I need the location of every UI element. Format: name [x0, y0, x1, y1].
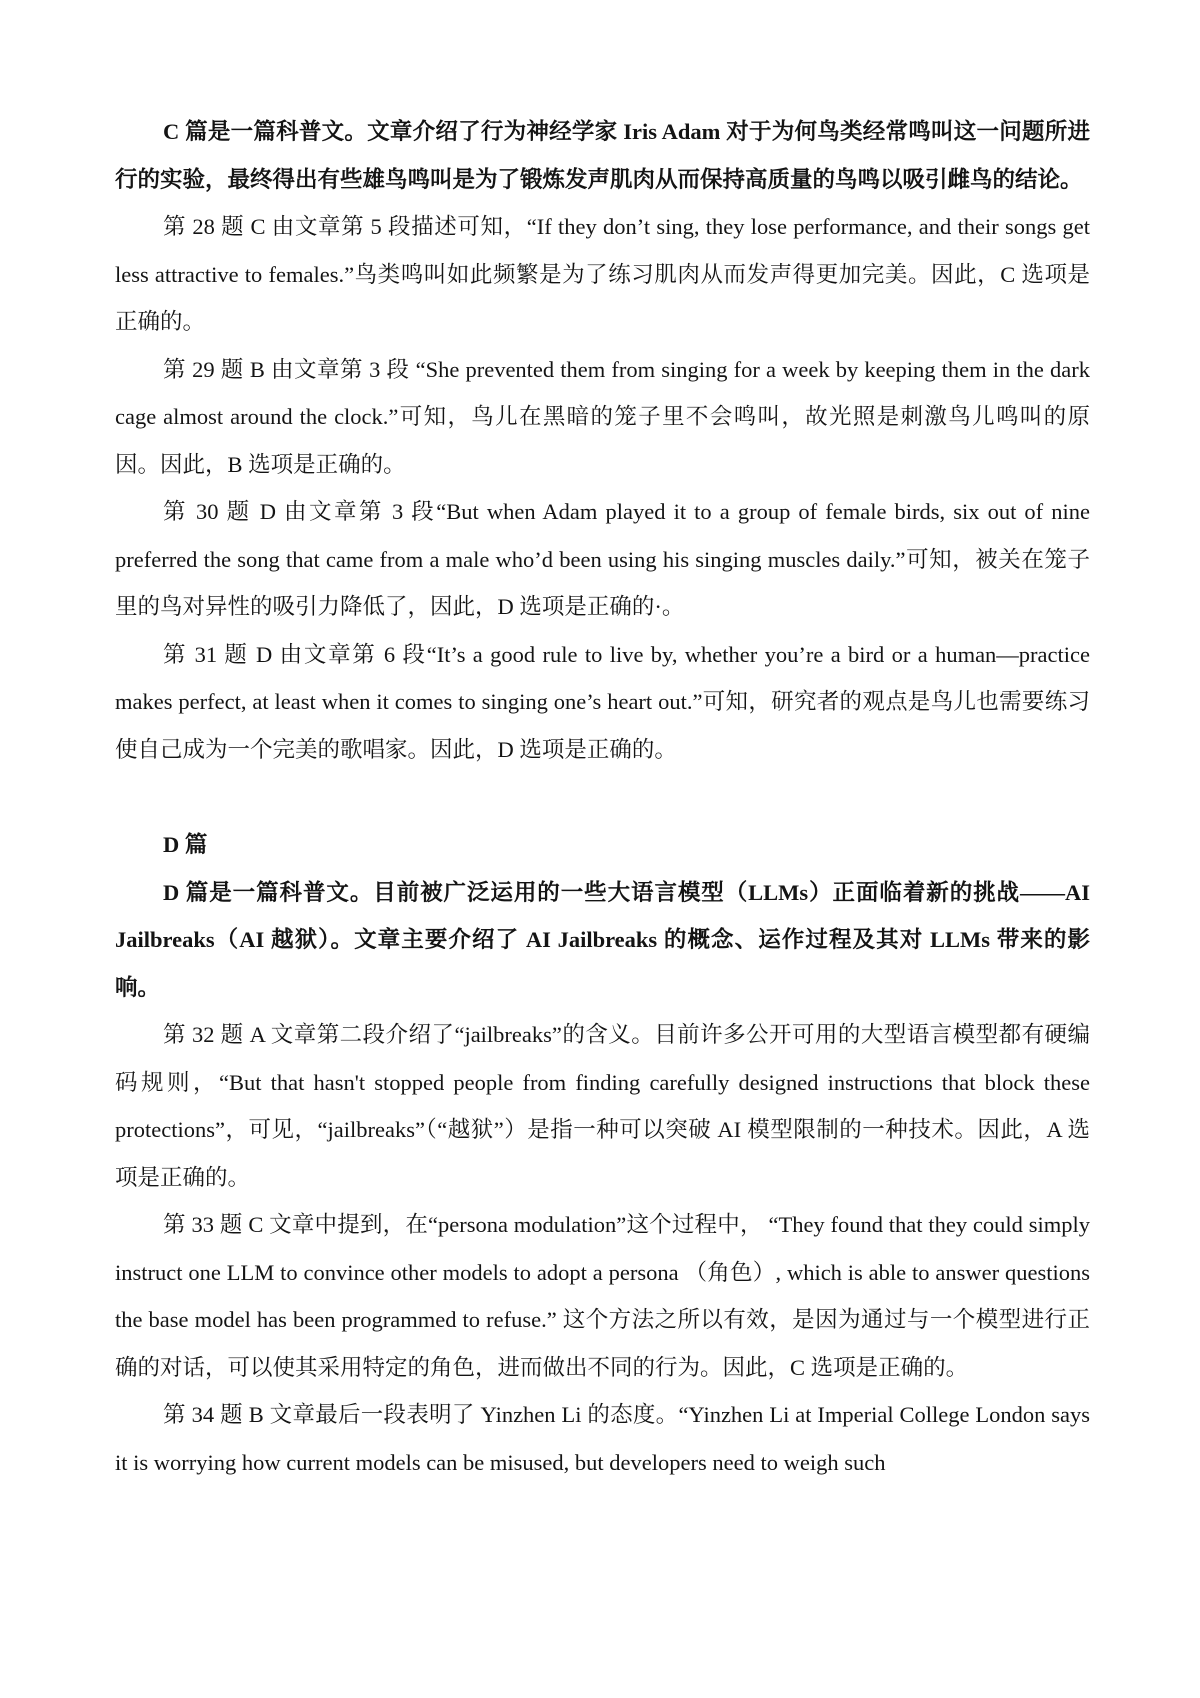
question-32-explanation: 第 32 题 A 文章第二段介绍了“jailbreaks”的含义。目前许多公开可用的大型语言模型都有硬编码规则，“But that hasn't stopped people from finding carefully designed instructions that block these protections”，可见，“jailbreaks”（“越狱”）是指一种可以突破 AI 模型限制的一种技术。因此，A 选项是正确的。: [115, 1022, 1090, 1190]
question-34-explanation: 第 34 题 B 文章最后一段表明了 Yinzhen Li 的态度。“Yinzhen Li at Imperial College London says it is worrying how current models can be misused, but developers need to weigh such: [115, 1402, 1090, 1475]
section-c-summary: C 篇是一篇科普文。文章介绍了行为神经学家 Iris Adam 对于为何鸟类经常鸣叫这一问题所进行的实验，最终得出有些雄鸟鸣叫是为了锻炼发声肌肉从而保持高质量的鸟鸣以吸引雌鸟的结论。: [115, 119, 1090, 192]
question-33-explanation: 第 33 题 C 文章中提到，在“persona modulation”这个过程中， “They found that they could simply instruct one LLM to convince other models to adopt a persona （角色）, which is able to answer questions the base model has been programmed to refuse.” 这个方法之所以有效，是因为通过与一个模型进行正确的对话，可以使其采用特定的角色，进而做出不同的行为。因此，C 选项是正确的。: [115, 1212, 1090, 1380]
section-d-summary: D 篇是一篇科普文。目前被广泛运用的一些大语言模型（LLMs）正面临着新的挑战——AI Jailbreaks（AI 越狱）。文章主要介绍了 AI Jailbreaks 的概念、运作过程及其对 LLMs 带来的影响。: [115, 879, 1090, 1000]
section-d-heading: D 篇: [163, 832, 208, 857]
question-31-explanation: 第 31 题 D 由文章第 6 段“It’s a good rule to live by, whether you’re a bird or a human—practice makes perfect, at least when it comes to singing one’s heart out.”可知，研究者的观点是鸟儿也需要练习使自己成为一个完美的歌唱家。因此，D 选项是正确的。: [115, 641, 1090, 762]
question-30-explanation: 第 30 题 D 由文章第 3 段“But when Adam played it to a group of female birds, six out of nine preferred the song that came from a male who’d been using his singing muscles daily.”可知，被关在笼子里的鸟对异性的吸引力降低了，因此，D 选项是正确的·。: [115, 499, 1090, 619]
answer-explanation-page: [115, 108, 1090, 1486]
section-gap: [115, 773, 1090, 821]
question-28-explanation: 第 28 题 C 由文章第 5 段描述可知，“If they don’t sing, they lose performance, and their songs get less attractive to females.”鸟类鸣叫如此频繁是为了练习肌肉从而发声得更加完美。因此，C 选项是正确的。: [115, 214, 1090, 334]
question-29-explanation: 第 29 题 B 由文章第 3 段 “She prevented them from singing for a week by keeping them in the dark cage almost around the clock.”可知，鸟儿在黑暗的笼子里不会鸣叫，故光照是刺激鸟儿鸣叫的原因。因此，B 选项是正确的。: [115, 356, 1090, 477]
